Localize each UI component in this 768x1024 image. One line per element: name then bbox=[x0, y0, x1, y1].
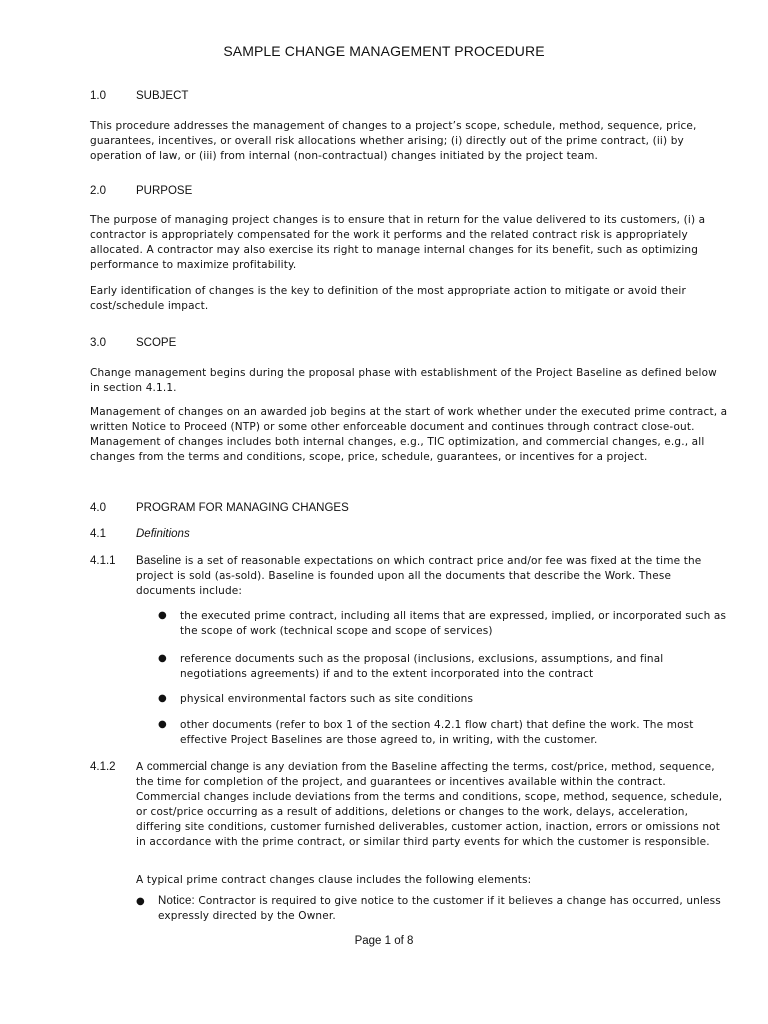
bullet-icon: ● bbox=[158, 653, 167, 664]
baseline-bullet-2: reference documents such as the proposal (inclusions, exclusions, assumptions, and final negotiations agreements) if and to the extent incorporated into the contract bbox=[180, 653, 664, 680]
section-4-1-number: 4.1 bbox=[90, 528, 106, 540]
commercial-change-term: commercial change bbox=[146, 761, 250, 773]
section-2-number: 2.0 bbox=[90, 185, 106, 197]
section-4-heading: PROGRAM FOR MANAGING CHANGES bbox=[136, 502, 349, 514]
baseline-term: Baseline bbox=[136, 555, 182, 567]
section-4-1-heading: Definitions bbox=[136, 528, 190, 540]
baseline-definition: is a set of reasonable expectations on which contract price and/or fee was fixed at the time the project is sold (as-sold). Baseline is founded upon all the documents that describe the Work. These documents include: bbox=[136, 555, 702, 597]
notice-term: Notice: bbox=[158, 895, 195, 907]
section-4-1-2-paragraph bbox=[136, 760, 730, 850]
section-1-paragraph: This procedure addresses the management of changes to a project’s scope, schedule, method, sequence, price, guarantees, incentives, or overall risk allocations whether arising; (i) directly out of the prime contract, (ii) by operation of law, or (iii) from internal (non-contractual) changes initiated by the project team. bbox=[90, 120, 697, 162]
section-3-paragraph-2: Management of changes on an awarded job begins at the start of work whether under the executed prime contract, a written Notice to Proceed (NTP) or some other enforceable document and continues through contract close-out. Management of changes includes both internal changes, e.g., TIC optimization, and commercial changes, e.g., all changes from the terms and conditions, scope, price, schedule, guarantees, or incentives for a project. bbox=[90, 406, 728, 463]
commercial-change-definition: is any deviation from the Baseline affecting the terms, cost/price, method, sequence, the time for completion of the project, and guarantees or incentives available within the contract. Commercial changes include deviations from the terms and conditions, scope, method, sequence, schedule, or cost/price occurring as a result of additions, deletions or changes to the work, delays, acceleration, differing site conditions, customer furnished deliverables, customer action, inaction, errors or omissions not in accordance with the prime contract, or similar third party events for which the customer is responsible. bbox=[136, 761, 723, 848]
commercial-change-prefix: A bbox=[136, 761, 147, 773]
section-2-paragraph-1: The purpose of managing project changes is to ensure that in return for the value delivered to its customers, (i) a contractor is appropriately compensated for the work it performs and the related contract risk is appropriately allocated. A contractor may also exercise its right to manage internal changes for its benefit, such as optimizing performance to maximize profitability. bbox=[90, 214, 706, 271]
page-number: Page 1 of 8 bbox=[354, 935, 414, 947]
baseline-bullet-3: physical environmental factors such as site conditions bbox=[180, 693, 474, 705]
section-4-1-1-paragraph bbox=[136, 554, 730, 599]
bullet-icon: ● bbox=[158, 719, 167, 730]
section-2-paragraph-2: Early identification of changes is the key to definition of the most appropriate action to mitigate or avoid their cost/schedule impact. bbox=[90, 285, 686, 312]
section-1-number: 1.0 bbox=[90, 90, 106, 102]
baseline-bullet-1: the executed prime contract, including all items that are expressed, implied, or incorporated such as the scope of work (technical scope and scope of services) bbox=[180, 610, 727, 637]
bullet-icon: ● bbox=[158, 610, 167, 621]
bullet-icon: ● bbox=[136, 896, 145, 907]
baseline-bullet-4: other documents (refer to box 1 of the section 4.2.1 flow chart) that define the work. The most effective Project Baselines are those agreed to, in writing, with the customer. bbox=[180, 719, 694, 746]
notice-bullet bbox=[158, 894, 730, 924]
section-3-number: 3.0 bbox=[90, 337, 106, 349]
section-4-number: 4.0 bbox=[90, 502, 106, 514]
section-1-heading: SUBJECT bbox=[136, 90, 189, 102]
section-3-paragraph-1: Change management begins during the proposal phase with establishment of the Project Baseline as defined below in section 4.1.1. bbox=[90, 367, 717, 394]
section-4-1-1-number: 4.1.1 bbox=[90, 555, 116, 567]
notice-text: Contractor is required to give notice to the customer if it believes a change has occurred, unless expressly directed by the Owner. bbox=[158, 895, 721, 922]
section-4-1-2-number: 4.1.2 bbox=[90, 761, 116, 773]
section-4-1-2-paragraph-2: A typical prime contract changes clause includes the following elements: bbox=[136, 874, 532, 886]
section-3-heading: SCOPE bbox=[136, 337, 177, 349]
document-title: SAMPLE CHANGE MANAGEMENT PROCEDURE bbox=[223, 43, 545, 59]
section-2-heading: PURPOSE bbox=[136, 185, 193, 197]
bullet-icon: ● bbox=[158, 693, 167, 704]
